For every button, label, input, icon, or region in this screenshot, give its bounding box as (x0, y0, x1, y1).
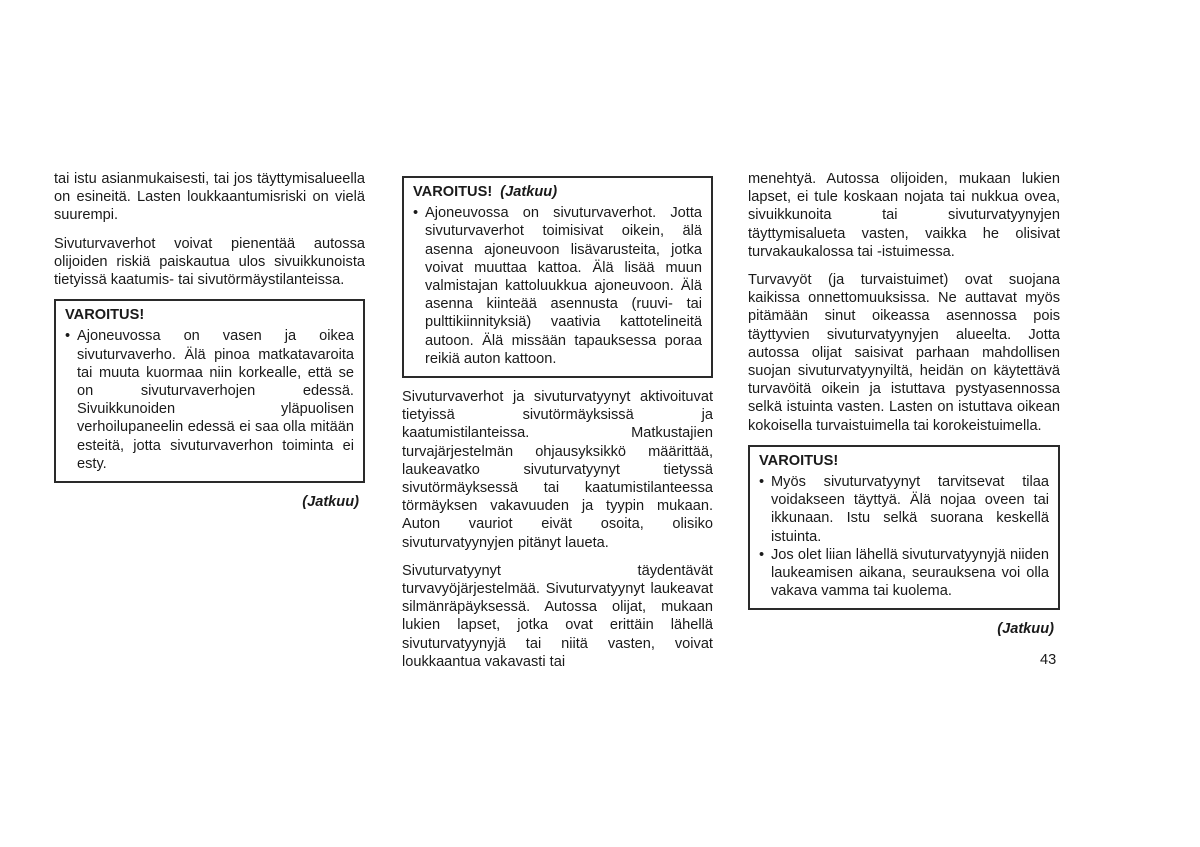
paragraph: Sivuturvaverhot ja sivuturvatyynyt aktivoituvat tietyissä sivutörmäyksissä ja kaatumistilanteissa. Matkustajien turvajärjestelmän ohjausyksikkö määrittää, laukeavatko sivuturvatyynyt tietyssä sivutörmäyksessä tai kaatumistilanteessa törmäyksen vakavuuden ja tyypin mukaan. Auton vauriot eivät osoita, olisiko sivuturvatyynyjen pitänyt laueta. (402, 389, 713, 551)
column-1 (54, 170, 365, 511)
page-number: 43 (1040, 652, 1057, 668)
warning-box (402, 176, 713, 378)
warning-title-continued: (Jatkuu) (500, 184, 558, 200)
paragraph: Sivuturvatyynyt täydentävät turvavyöjärjestelmää. Sivuturvatyynyt laukeavat silmänräpäyksessä. Autossa olijat, mukaan lukien lapset, jotka ovat erittäin lähellä sivuturvatyynyjä tai niitä vasten, voivat loukkaantua vakavasti tai (402, 562, 713, 670)
warning-title-main: VAROITUS! (413, 184, 493, 200)
continued-label: (Jatkuu) (302, 494, 359, 511)
paragraph: menehtyä. Autossa olijoiden, mukaan lukien lapset, ei tule koskaan nojata tai nukkua ovea, sivuikkunoita tai sivuturvatyynyjen täyttymisalueta vasten, vaikka he olisivat turvakaukalossa tai -istuimessa. (748, 171, 1060, 260)
paragraph: tai istu asianmukaisesti, tai jos täyttymisalueella on esineitä. Lasten loukkaantumisriski on vielä suurempi. (54, 171, 365, 224)
warning-title: VAROITUS! (759, 452, 839, 469)
warning-box (748, 445, 1060, 611)
warning-list (65, 327, 354, 473)
warning-box (54, 299, 365, 483)
warning-item: • Myös sivuturvatyynyt tarvitsevat tilaa voidakseen täyttyä. Älä nojaa oveen tai ikkunaan. Istu selkä suorana keskellä istuinta. (759, 473, 1049, 546)
continued-label: (Jatkuu) (997, 621, 1054, 638)
warning-item: • Ajoneuvossa on vasen ja oikea sivuturvaverho. Älä pinoa matkatavaroita tai muuta kuormaa niin korkealle, että se on sivuturvaverhojen edessä. Sivuikkunoiden yläpuolisen verhoilupaneelin edessä ei saa olla mitään esteitä, jotta sivuturvaverhon toiminta ei esty. (65, 327, 354, 473)
warning-item: • Jos olet liian lähellä sivuturvatyynyjä niiden laukeamisen aikana, seurauksena voi olla vakava vamma tai kuolema. (759, 546, 1049, 601)
warning-list (759, 473, 1049, 600)
warning-item: • Ajoneuvossa on sivuturvaverhot. Jotta sivuturvaverhot toimisivat oikein, älä asenna ajoneuvoon lisävarusteita, jotka voivat muuttaa kattoa. Älä lisää muun valmistajan kattoluukkua ajoneuvoon. Älä asenna kiinteää asennusta (ruuvi- tai pulttikiinnityksiä) vaativia kattotelineitä autoon. Älä missään tapauksessa poraa reikiä auton kattoon. (413, 204, 702, 368)
column-2 (402, 176, 713, 681)
paragraph: Turvavyöt (ja turvaistuimet) ovat suojana kaikissa onnettomuuksissa. Ne auttavat myös pitämään sinut oikeassa asennossa pois täyttyvien sivuturvatyynyjen alueelta. Jotta autossa olijat saisivat parhaan mahdollisen suojan sivuturvatyynyiltä, heidän on käytettävä turvavöitä oikein ja istuttava pystyasennossa selkä istuinta vasten. Lasten on istuttava oikean kokoisella turvaistuimella tai korokeistuimella. (748, 272, 1060, 434)
warning-title (413, 183, 702, 201)
warning-list (413, 204, 702, 368)
column-3 (748, 170, 1060, 639)
paragraph: Sivuturvaverhot voivat pienentää autossa olijoiden riskiä paiskautua ulos sivuikkunoista tietyissä kaatumis- tai sivutörmäystilanteissa. (54, 235, 365, 289)
warning-title: VAROITUS! (65, 307, 145, 324)
